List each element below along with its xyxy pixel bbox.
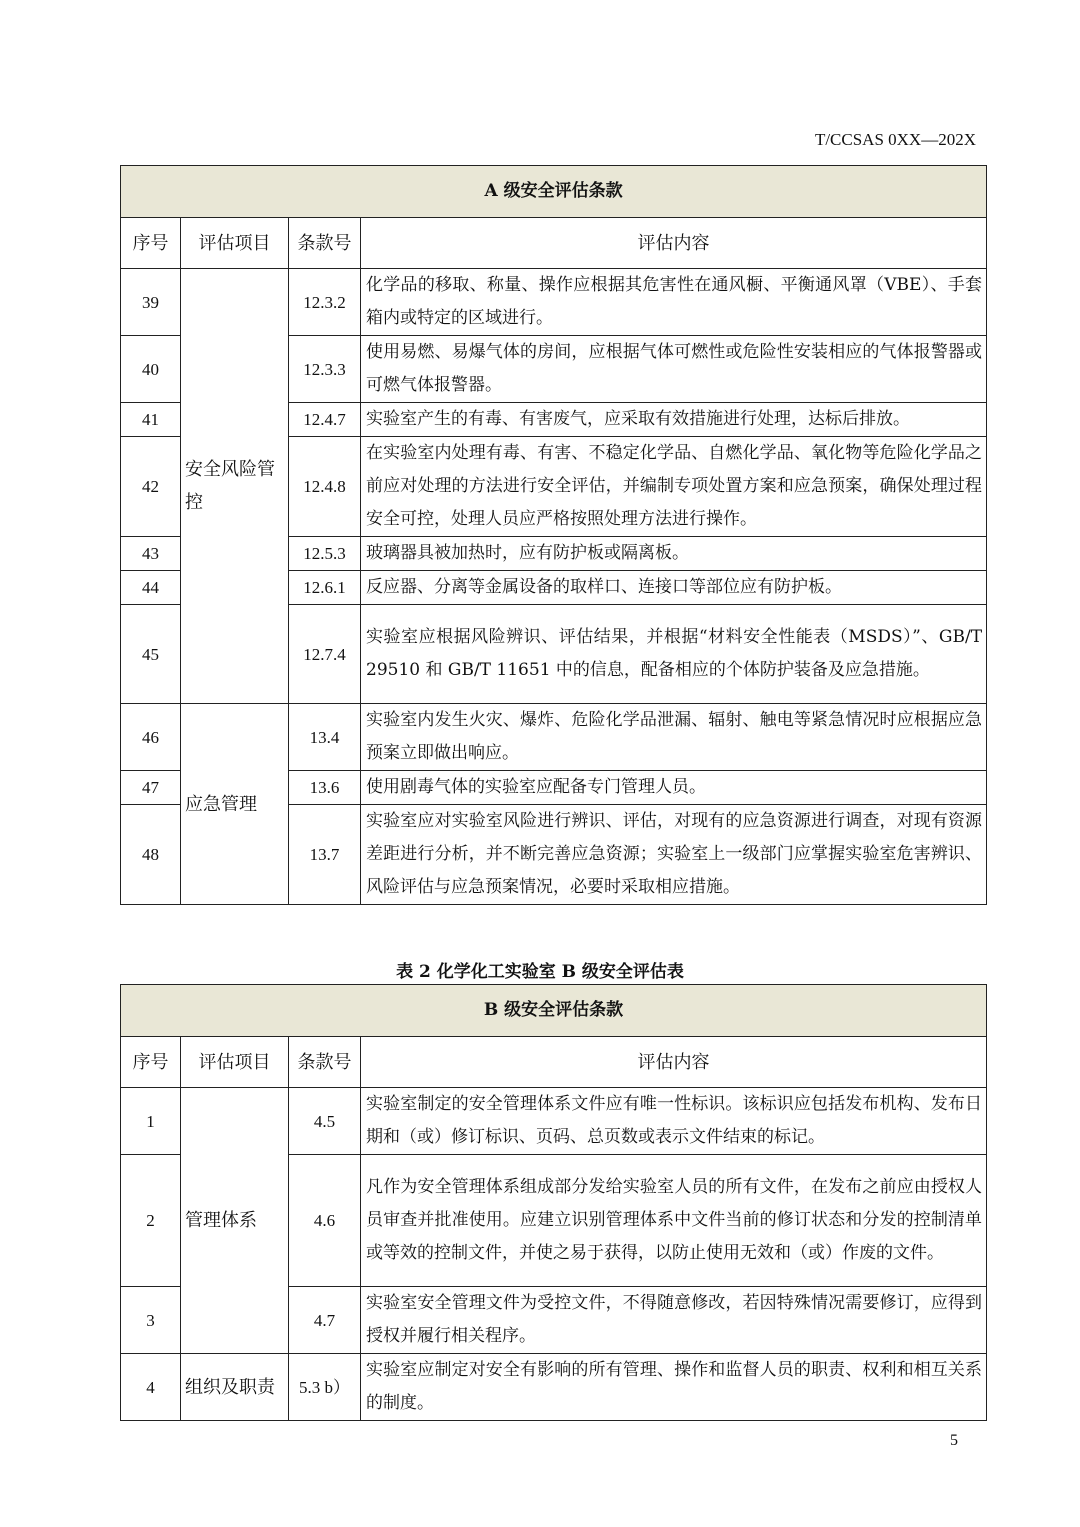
row-no: 39 — [121, 269, 181, 336]
row-no: 41 — [121, 403, 181, 437]
col-header-clause: 条款号 — [289, 218, 361, 269]
row-content: 实验室安全管理文件为受控文件，不得随意修改，若因特殊情况需要修订，应得到授权并履行相关程序。 — [361, 1287, 987, 1354]
group-label: 应急管理 — [181, 704, 289, 905]
row-no: 45 — [121, 605, 181, 704]
table-row — [121, 1354, 987, 1421]
row-clause: 5.3 b） — [289, 1354, 361, 1421]
col-header-item: 评估项目 — [181, 1037, 289, 1088]
row-content: 使用易燃、易爆气体的房间，应根据气体可燃性或危险性安装相应的气体报警器或可燃气体报警器。 — [361, 336, 987, 403]
row-no: 2 — [121, 1155, 181, 1287]
group-label: 安全风险管控 — [181, 269, 289, 704]
row-no: 40 — [121, 336, 181, 403]
table-header-row — [121, 218, 987, 269]
row-content: 凡作为安全管理体系组成部分发给实验室人员的所有文件，在发布之前应由授权人员审查并批准使用。应建立识别管理体系中文件当前的修订状态和分发的控制清单或等效的控制文件，并使之易于获得，以防止使用无效和（或）作废的文件。 — [361, 1155, 987, 1287]
table-a-level — [120, 165, 987, 905]
row-clause: 4.6 — [289, 1155, 361, 1287]
row-clause: 12.4.7 — [289, 403, 361, 437]
page-number: 5 — [950, 1432, 958, 1449]
col-header-content: 评估内容 — [361, 218, 987, 269]
row-no: 3 — [121, 1287, 181, 1354]
row-no: 46 — [121, 704, 181, 771]
row-content: 实验室内发生火灾、爆炸、危险化学品泄漏、辐射、触电等紧急情况时应根据应急预案立即做出响应。 — [361, 704, 987, 771]
table-title-row — [121, 985, 987, 1037]
row-content: 实验室制定的安全管理体系文件应有唯一性标识。该标识应包括发布机构、发布日期和（或）修订标识、页码、总页数或表示文件结束的标记。 — [361, 1088, 987, 1155]
row-clause: 13.4 — [289, 704, 361, 771]
row-clause: 4.5 — [289, 1088, 361, 1155]
row-no: 43 — [121, 537, 181, 571]
col-header-item: 评估项目 — [181, 218, 289, 269]
col-header-clause: 条款号 — [289, 1037, 361, 1088]
row-content: 反应器、分离等金属设备的取样口、连接口等部位应有防护板。 — [361, 571, 987, 605]
table-b-level — [120, 984, 987, 1421]
row-no: 48 — [121, 805, 181, 905]
table-row — [121, 269, 987, 336]
row-no: 1 — [121, 1088, 181, 1155]
row-clause: 12.3.2 — [289, 269, 361, 336]
row-content: 实验室应对实验室风险进行辨识、评估，对现有的应急资源进行调查，对现有资源差距进行分析，并不断完善应急资源；实验室上一级部门应掌握实验室危害辨识、风险评估与应急预案情况，必要时采取相应措施。 — [361, 805, 987, 905]
table-row — [121, 1088, 987, 1155]
row-no: 4 — [121, 1354, 181, 1421]
row-clause: 12.3.3 — [289, 336, 361, 403]
table-title: B 级安全评估条款 — [121, 985, 987, 1037]
row-no: 42 — [121, 437, 181, 537]
row-content: 玻璃器具被加热时，应有防护板或隔离板。 — [361, 537, 987, 571]
row-content: 在实验室内处理有毒、有害、不稳定化学品、自燃化学品、氧化物等危险化学品之前应对处理的方法进行安全评估，并编制专项处置方案和应急预案，确保处理过程安全可控，处理人员应严格按照处理方法进行操作。 — [361, 437, 987, 537]
row-clause: 4.7 — [289, 1287, 361, 1354]
group-label: 管理体系 — [181, 1088, 289, 1354]
row-no: 44 — [121, 571, 181, 605]
row-no: 47 — [121, 771, 181, 805]
row-clause: 12.7.4 — [289, 605, 361, 704]
row-clause: 13.6 — [289, 771, 361, 805]
row-content: 实验室应制定对安全有影响的所有管理、操作和监督人员的职责、权利和相互关系的制度。 — [361, 1354, 987, 1421]
row-clause: 13.7 — [289, 805, 361, 905]
group-label: 组织及职责 — [181, 1354, 289, 1421]
table-caption: 表 2 化学化工实验室 B 级安全评估表 — [396, 962, 684, 982]
row-content: 实验室应根据风险辨识、评估结果，并根据“材料安全性能表（MSDS）”、GB/T 29510 和 GB/T 11651 中的信息，配备相应的个体防护装备及应急措施。 — [361, 605, 987, 704]
col-header-no: 序号 — [121, 1037, 181, 1088]
row-content: 实验室产生的有毒、有害废气，应采取有效措施进行处理，达标后排放。 — [361, 403, 987, 437]
doc-code-header: T/CCSAS 0XX—202X — [814, 130, 976, 149]
row-clause: 12.5.3 — [289, 537, 361, 571]
row-clause: 12.4.8 — [289, 437, 361, 537]
table-header-row — [121, 1037, 987, 1088]
col-header-content: 评估内容 — [361, 1037, 987, 1088]
table-row — [121, 704, 987, 771]
col-header-no: 序号 — [121, 218, 181, 269]
row-clause: 12.6.1 — [289, 571, 361, 605]
table-title: A 级安全评估条款 — [121, 166, 987, 218]
table-title-row — [121, 166, 987, 218]
row-content: 使用剧毒气体的实验室应配备专门管理人员。 — [361, 771, 987, 805]
row-content: 化学品的移取、称量、操作应根据其危害性在通风橱、平衡通风罩（VBE）、手套箱内或特定的区域进行。 — [361, 269, 987, 336]
